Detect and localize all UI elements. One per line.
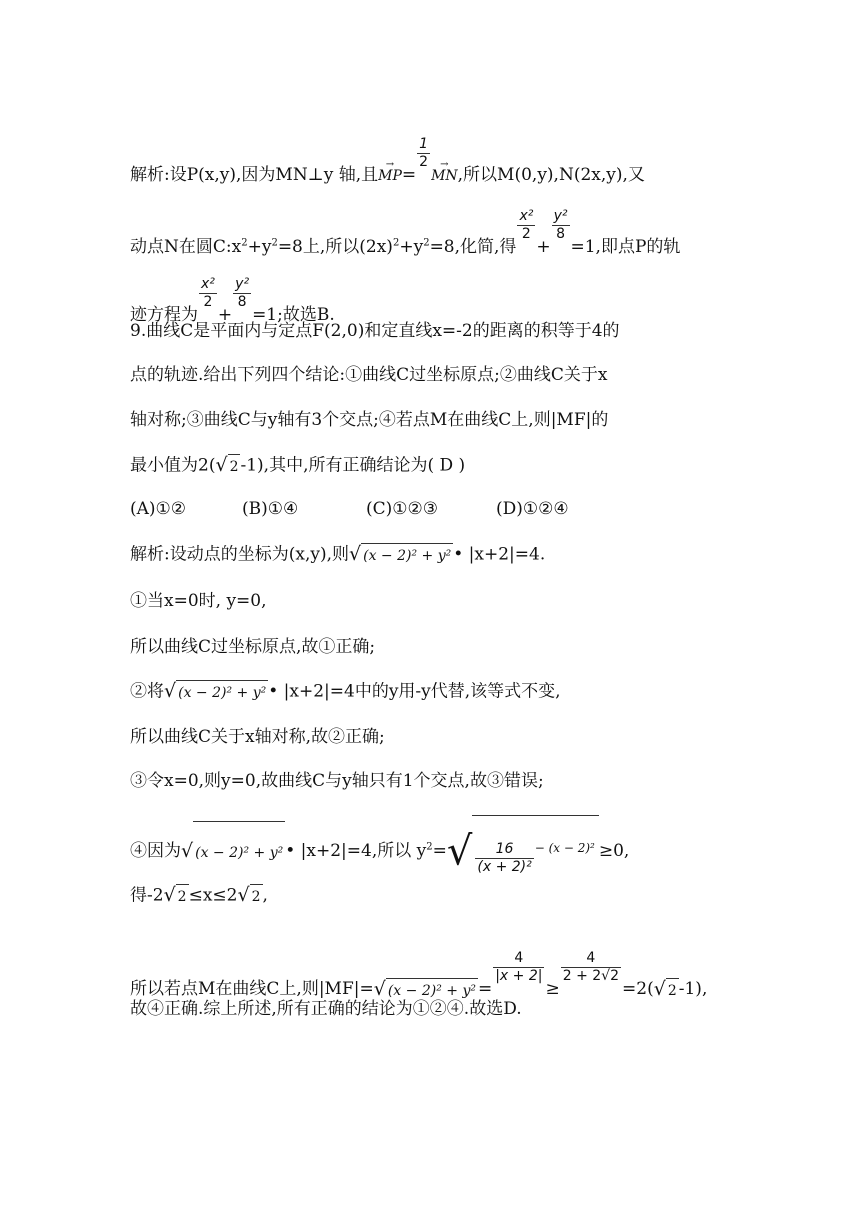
solution-prev-line-2 xyxy=(130,208,680,258)
superscript: 2 xyxy=(241,237,248,249)
fraction-numerator: y² xyxy=(235,276,250,292)
sqrt-expression: √ (x − 2)² + y² xyxy=(181,821,285,883)
solution-9-line-5: 所以曲线C关于x轴对称,故②正确; xyxy=(130,727,385,747)
text-segment: 得-2 xyxy=(130,885,164,906)
sqrt-body: (x − 2)² + y² xyxy=(193,821,285,883)
text-segment: ②将 xyxy=(130,681,164,702)
fraction-4-over-2-plus-2-root-2 xyxy=(561,950,621,985)
text-segment: 动点N在圆C:x xyxy=(130,237,242,257)
fraction-numerator: x² xyxy=(201,276,215,292)
solution-9-line-7 xyxy=(130,815,629,888)
superscript: 2 xyxy=(392,237,400,249)
plus-sign: + xyxy=(536,237,551,257)
fraction-16-over-x-plus-2-squared xyxy=(475,841,533,876)
option-c[interactable]: (C)①②③ xyxy=(366,499,438,519)
fraction-numerator: 4 xyxy=(514,950,524,966)
question-9-line-2: 点的轨迹.给出下列四个结论:①曲线C过坐标原点;②曲线C关于x xyxy=(130,365,608,385)
sqrt-expression: √ (x − 2)² + y² xyxy=(373,977,476,1000)
fraction-x2-over-2 xyxy=(517,208,535,243)
fraction-4-over-abs-x-plus-2 xyxy=(493,950,544,985)
sqrt-body: (x − 2)² + y² xyxy=(176,680,268,704)
text-segment: 迹方程为 xyxy=(130,305,198,325)
sqrt-body: (x − 2)² + y² xyxy=(386,978,478,1002)
sqrt-body: 2 xyxy=(666,978,679,1002)
fraction-denominator: 8 xyxy=(552,225,570,243)
text-segment: • |x+2|=4. xyxy=(453,544,546,565)
sqrt-expression: √ (x − 2)² + y² xyxy=(164,680,267,702)
text-segment: • |x+2|=4,所以 y xyxy=(285,841,427,861)
text-segment: =1;故选B. xyxy=(252,305,335,325)
superscript: 2 xyxy=(271,237,278,249)
text-segment: 解析:设P(x,y),因为MN⊥y 轴,且 xyxy=(130,165,379,185)
sqrt-big-body xyxy=(472,815,599,888)
text-segment: 所以若点M在曲线C上,则|MF|= xyxy=(130,979,374,999)
sqrt-2: √ 2 xyxy=(163,884,187,906)
question-9-line-3: 轴对称;③曲线C与y轴有3个交点;④若点M在曲线C上,则|MF|的 xyxy=(130,410,609,430)
sqrt-body: (x − 2)² + y² xyxy=(361,543,453,567)
sqrt-big-expression: √ $\frac{16}{\text{(x + 2)²}}$ − (x − 2)² xyxy=(447,815,599,888)
superscript: 2 xyxy=(426,841,433,853)
sqrt-body: 2 xyxy=(176,884,189,908)
solution-prev-line-3 xyxy=(130,276,335,326)
solution-9-line-6: ③令x=0,则y=0,故曲线C与y轴只有1个交点,故③错误; xyxy=(130,771,544,791)
fraction-y2-over-8 xyxy=(233,276,251,311)
text-segment: • |x+2|=4中的y用-y代替,该等式不变, xyxy=(268,681,561,702)
solution-9-line-8 xyxy=(130,884,268,908)
sqrt-2: √ 2 xyxy=(237,884,261,906)
text-segment: =2( xyxy=(622,979,654,999)
sqrt-body: 2 xyxy=(250,884,263,908)
text-segment: ④因为 xyxy=(130,841,181,861)
solution-9-line-10: 故④正确.综上所述,所有正确的结论为①②④.故选D. xyxy=(130,999,522,1019)
greater-equal-sign: ≥ xyxy=(545,979,560,999)
text-segment: +y xyxy=(247,237,272,257)
fraction-x2-over-2 xyxy=(199,276,217,311)
sqrt-body: 2 xyxy=(228,454,241,478)
fraction-denominator: 8 xyxy=(233,293,251,311)
fraction-numerator: x² xyxy=(519,208,534,224)
sqrt-2: √ 2 xyxy=(215,454,239,476)
sqrt-tail: − (x − 2)² xyxy=(534,841,595,855)
fraction-denominator: (x + 2)² xyxy=(477,858,532,875)
fraction-numerator: 4 xyxy=(586,950,596,966)
fraction-denominator: 2 xyxy=(517,225,535,243)
text-segment: =1,即点P的轨 xyxy=(570,237,681,257)
fraction-numerator: 1 xyxy=(419,136,429,152)
fraction-y2-over-8 xyxy=(552,208,570,243)
superscript: 2 xyxy=(423,237,430,249)
fraction-denominator: |x + 2| xyxy=(495,968,543,984)
text-segment: 最小值为2( xyxy=(130,455,216,476)
vector-mp: → MP xyxy=(378,165,402,187)
equals-sign: = xyxy=(401,165,417,185)
fraction-numerator: 16 xyxy=(495,840,514,857)
question-9-line-4 xyxy=(130,454,465,478)
sqrt-expression: √ (x − 2)² + y² xyxy=(349,543,452,565)
plus-sign: + xyxy=(217,305,233,325)
solution-9-line-9 xyxy=(130,950,707,1002)
solution-prev-line-1 xyxy=(130,136,645,187)
equals-sign: = xyxy=(432,841,447,861)
fraction-denominator: 2 xyxy=(419,154,429,170)
text-segment: 解析:设动点的坐标为(x,y),则 xyxy=(130,544,349,565)
text-segment: +y xyxy=(399,237,424,257)
solution-9-line-3: 所以曲线C过坐标原点,故①正确; xyxy=(130,637,376,657)
text-segment: , xyxy=(262,885,268,906)
question-9-line-1: 9.曲线C是平面内与定点F(2,0)和定直线x=-2的距离的积等于4的 xyxy=(130,321,620,341)
fraction-denominator: 2 xyxy=(199,293,217,311)
fraction-numerator: y² xyxy=(553,208,568,224)
solution-9-line-1 xyxy=(130,543,545,567)
solution-9-line-4 xyxy=(130,680,561,704)
question-9-options xyxy=(130,498,569,520)
fraction-one-half xyxy=(417,136,430,171)
text-segment: ≤x≤2 xyxy=(188,885,238,906)
option-d[interactable]: (D)①②④ xyxy=(496,499,569,519)
option-a[interactable]: (A)①② xyxy=(130,499,187,519)
solution-9-line-2: ①当x=0时, y=0, xyxy=(130,591,267,611)
fraction-denominator: 2 + 2√2 xyxy=(562,968,620,984)
text-segment: -1),其中,所有正确结论为( D ) xyxy=(240,455,466,476)
text-segment: =8,化简,得 xyxy=(429,237,517,257)
option-b[interactable]: (B)①④ xyxy=(242,499,299,519)
text-segment: -1), xyxy=(678,979,708,999)
text-segment: =8上,所以(2x) xyxy=(277,237,393,257)
equals-sign: = xyxy=(477,979,493,999)
vector-mn: → MN xyxy=(431,165,458,187)
sqrt-2: √ 2 xyxy=(653,977,677,1000)
text-segment: ≥0, xyxy=(598,841,630,861)
text-segment: ,所以M(0,y),N(2x,y),又 xyxy=(457,165,645,185)
